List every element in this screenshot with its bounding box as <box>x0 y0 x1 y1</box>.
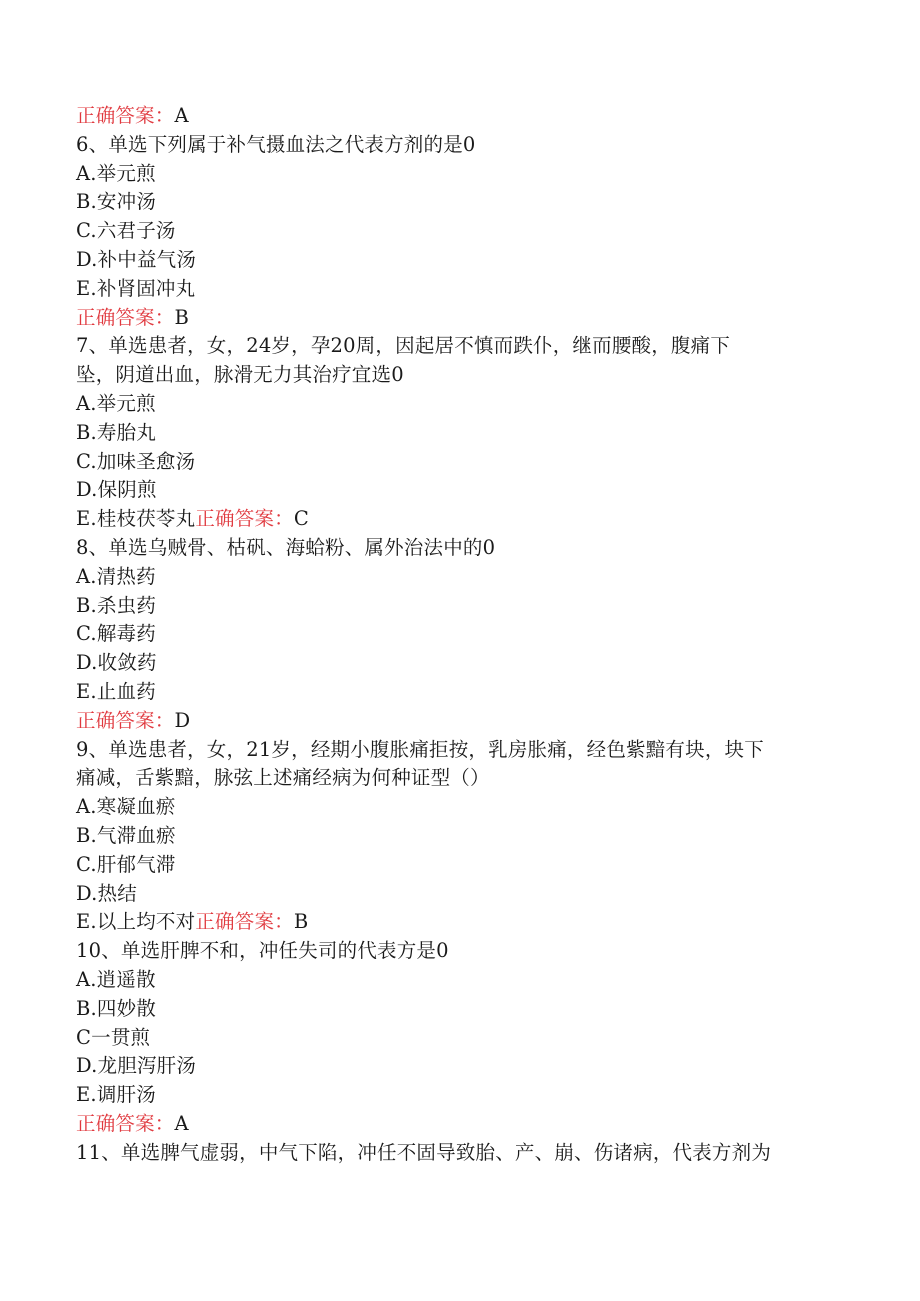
question-text: 10、单选肝脾不和，冲任失司的代表方是0 <box>76 939 449 963</box>
option-text: B.寿胎丸 <box>76 420 157 444</box>
option-text: C.加味圣愈汤 <box>76 449 196 473</box>
exam-page <box>76 102 846 1167</box>
question-text: 11、单选脾气虚弱，中气下陷，冲任不固导致胎、产、崩、伤诸病，代表方剂为 <box>76 1140 772 1164</box>
option-text: E.调肝汤 <box>76 1083 156 1107</box>
option-text: C.肝郁气滞 <box>76 852 176 876</box>
question-text: 坠，阴道出血，脉滑无力其治疗宜选0 <box>76 363 404 387</box>
correct-answer-label: 正确答案： <box>195 910 294 934</box>
option-text: C.解毒药 <box>76 622 156 646</box>
option-text: B.气滞血瘀 <box>76 823 176 847</box>
option-text: A.寒凝血瘀 <box>76 795 176 819</box>
option-text: A.清热药 <box>76 564 156 588</box>
correct-answer-line <box>76 304 846 333</box>
correct-answer-line <box>76 102 846 131</box>
correct-answer-value: B <box>293 910 309 934</box>
option-text: D.收敛药 <box>76 651 157 675</box>
correct-answer-label: 正确答案： <box>76 1111 175 1135</box>
correct-answer-value: B <box>174 305 190 329</box>
correct-answer-label: 正确答案： <box>76 104 175 127</box>
option-text: B.四妙散 <box>76 996 157 1020</box>
question-text: 痛减，舌紫黯，脉弦上述痛经病为何种证型（） <box>76 766 490 790</box>
correct-answer-label: 正确答案： <box>195 507 294 531</box>
option-text: A.逍遥散 <box>76 967 156 991</box>
option-text: A.举元煎 <box>76 391 156 415</box>
question-text: 8、单选乌贼骨、枯矾、海蛤粉、属外治法中的0 <box>76 535 496 559</box>
option-text: C一贯煎 <box>76 1025 151 1049</box>
correct-answer-value: A <box>174 104 189 127</box>
option-text: E.补肾固冲丸 <box>76 276 196 300</box>
option-text: D.保阴煎 <box>76 478 157 502</box>
question-text: 9、单选患者，女，21岁，经期小腹胀痛拒按，乳房胀痛，经色紫黯有块，块下 <box>76 737 764 761</box>
option-text: C.六君子汤 <box>76 219 176 243</box>
option-text: D.补中益气汤 <box>76 247 197 271</box>
correct-answer-line <box>76 707 846 736</box>
option-with-answer-line <box>76 505 846 534</box>
option-with-answer-line <box>76 908 846 937</box>
correct-answer-label: 正确答案： <box>76 708 175 732</box>
option-text: E.桂枝茯苓丸 <box>76 507 196 531</box>
question-text: 7、单选患者，女，24岁，孕20周，因起居不慎而跌仆，继而腰酸，腹痛下 <box>76 334 731 358</box>
option-text: D.热结 <box>76 881 137 905</box>
option-text: B.安冲汤 <box>76 190 157 214</box>
option-text: B.杀虫药 <box>76 593 157 617</box>
question-text: 6、单选下列属于补气摄血法之代表方剂的是0 <box>76 132 476 156</box>
option-text: E.止血药 <box>76 679 156 703</box>
option-text: E.以上均不对 <box>76 910 196 934</box>
correct-answer-label: 正确答案： <box>76 305 175 329</box>
correct-answer-value: C <box>293 507 309 531</box>
correct-answer-line <box>76 1110 846 1139</box>
option-text: D.龙胆泻肝汤 <box>76 1054 197 1078</box>
option-text: A.举元煎 <box>76 161 156 185</box>
correct-answer-value: A <box>174 1111 189 1135</box>
correct-answer-value: D <box>174 708 191 732</box>
